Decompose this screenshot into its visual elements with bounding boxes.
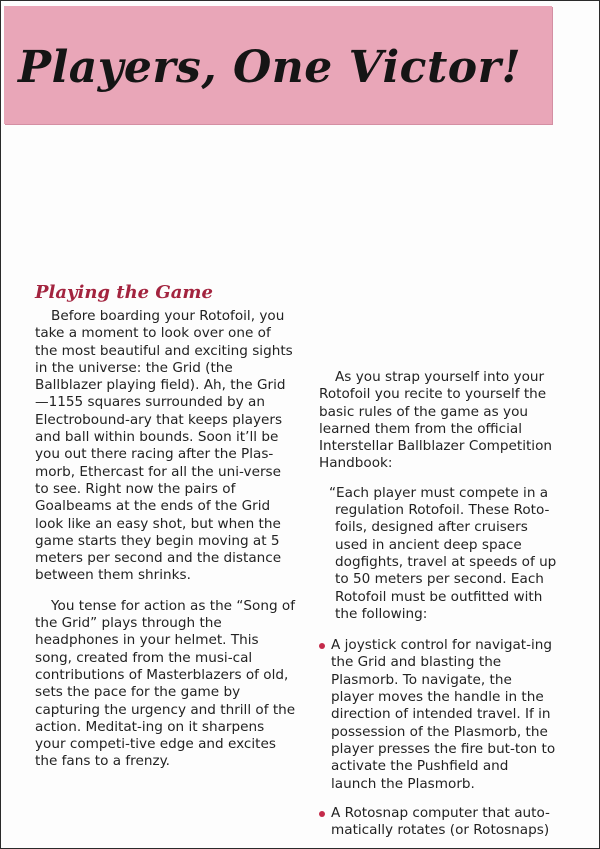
- list-item-text: A Rotosnap computer that auto-matically rotates (or Rotosnaps): [331, 804, 550, 839]
- equipment-list: [319, 637, 557, 839]
- left-column: [35, 308, 297, 771]
- paragraph-rules-quote: “Each player must compete in a regulation Rotofoil. These Roto-foils, designed after cruisers used in ancient deep space dogfights, travel at speeds of up to 50 meters per second. Each Rotofoil must be outfitted with the following:: [329, 484, 557, 622]
- bullet-icon: [319, 811, 325, 817]
- page-title: Players, One Victor!: [18, 42, 522, 93]
- list-item: [319, 805, 557, 840]
- paragraph-intro: As you strap yourself into your Rotofoil you recite to yourself the basic rules of the game as you learned them from the official Interstellar Ballblazer Competition Handbook:: [319, 369, 553, 472]
- bullet-icon: [319, 643, 325, 649]
- list-item: [319, 637, 557, 793]
- paragraph-grid: Before boarding your Rotofoil, you take a moment to look over one of the most beautiful and exciting sights in the universe: the Grid (the Ballblazer playing field). Ah, the Grid—1155 squares surrounded by an Electrobound-ary that keeps players and ball within bounds. Soon it’ll be you out there racing after the Plas-morb, Ethercast for all the uni-verse to see. Right now the pairs of Goalbeams at the ends of the Grid look like an easy shot, but when the game starts they begin moving at 5 meters per second and the distance between them shrinks.: [35, 308, 293, 584]
- section-heading: Playing the Game: [35, 282, 213, 303]
- title-banner: [4, 6, 552, 124]
- list-item-text: A joystick control for navigat-ing the Grid and blasting the Plasmorb. To navigate, the player moves the handle in the direction of intended travel. If in possession of the Plasmorb, the player presses the fire but-ton to activate the Pushfield and launch the Plasmorb.: [331, 637, 556, 792]
- right-column: [319, 369, 557, 839]
- paragraph-song: You tense for action as the “Song of the Grid” plays through the headphones in your helmet. This song, created from the musi-cal contributions of Masterblazers of old, sets the pace for the game by capturing the urgency and thrill of the action. Meditat-ing on it sharpens your competi-tive edge and excites the fans to a frenzy.: [35, 597, 296, 770]
